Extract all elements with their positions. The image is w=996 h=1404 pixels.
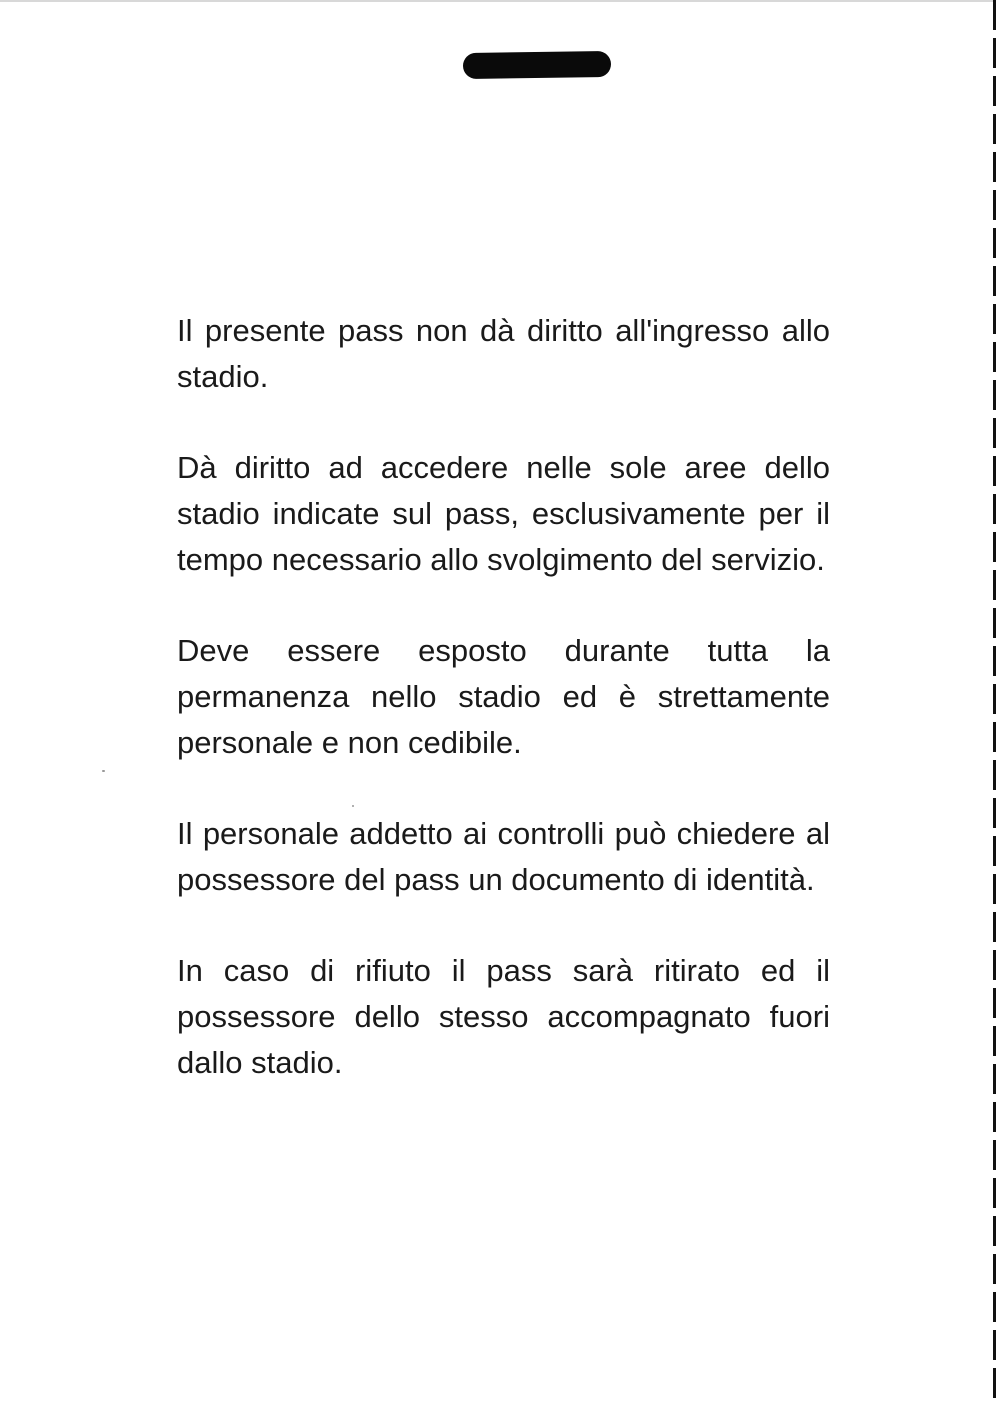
terms-text — [177, 308, 830, 1131]
paragraph-refusal: In caso di rifiuto il pass sarà ritirato ed il possessore dello stesso accompagnato fuori dallo stadio. — [177, 953, 830, 1080]
paragraph-access-areas: Dà diritto ad accedere nelle sole aree dello stadio indicate sul pass, esclusivamente per il tempo necessario allo svolgimento del servizio. — [177, 450, 830, 577]
paragraph-entry-notice: Il presente pass non dà diritto all'ingresso allo stadio. — [177, 313, 830, 394]
lanyard-slot-hole — [463, 51, 611, 79]
card-top-edge — [0, 0, 996, 2]
scan-speck — [102, 770, 105, 772]
paragraph-display-rule: Deve essere esposto durante tutta la permanenza nello stadio ed è strettamente personale e non cedibile. — [177, 633, 830, 760]
paragraph-id-check: Il personale addetto ai controlli può chiedere al possessore del pass un documento di identità. — [177, 816, 830, 897]
